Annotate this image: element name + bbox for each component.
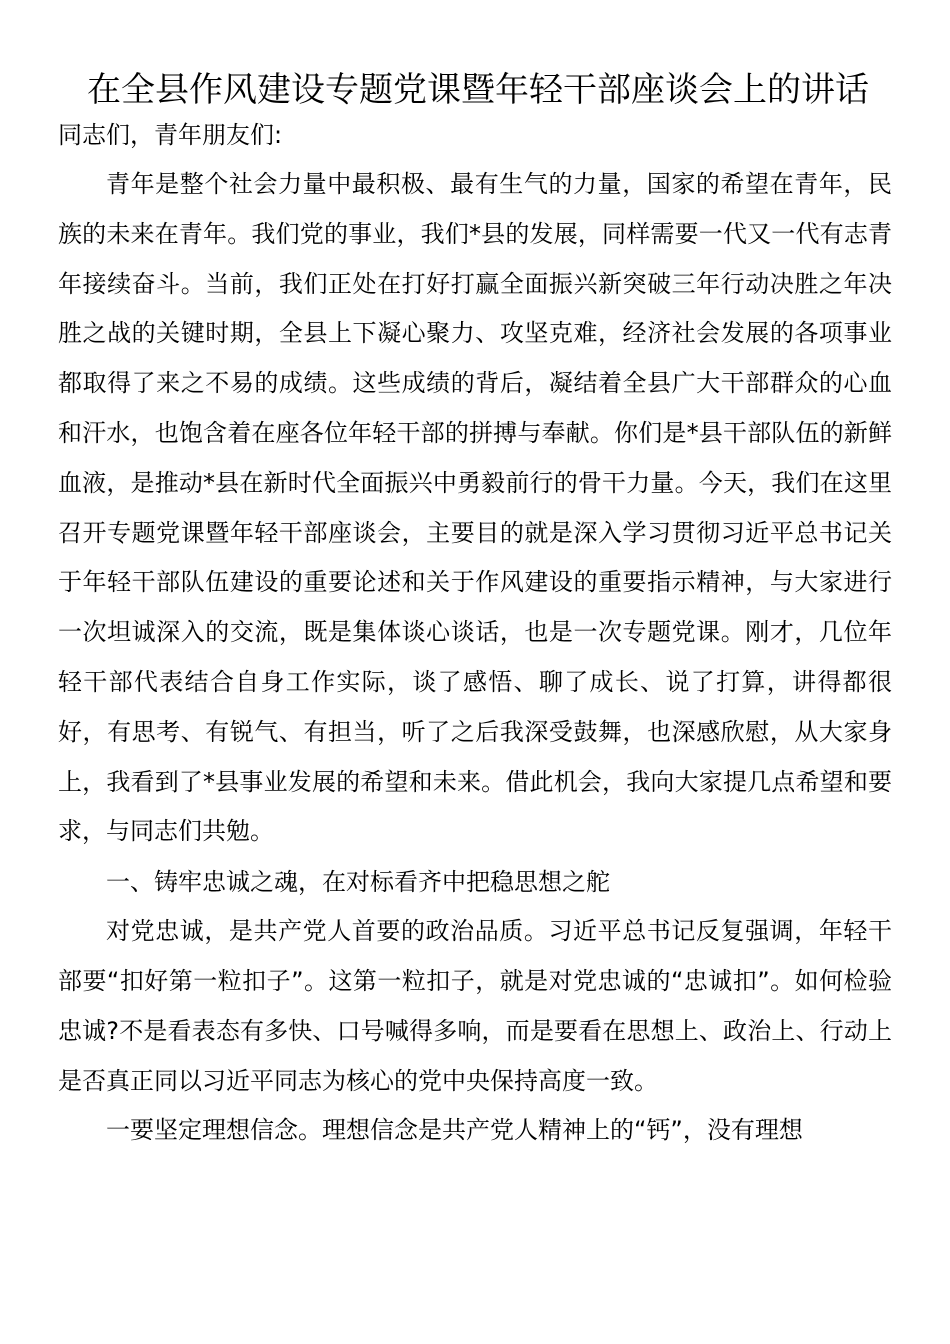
document-title: 在全县作风建设专题党课暨年轻干部座谈会上的讲话 [87, 70, 869, 110]
salutation: 同志们，青年朋友们: [58, 121, 283, 149]
intro-paragraph: 青年是整个社会力量中最积极、最有生气的力量，国家的希望在青年，民族的未来在青年。我们党的事业，我们*县的发展，同样需要一代又一代有志青年接续奋斗。当前，我们正处在打好打赢全面振兴新突破三年行动决胜之年决胜之战的关键时期，全县上下凝心聚力、攻坚克难，经济社会发展的各项事业都取得了来之不易的成绩。这些成绩的背后，凝结着全县广大干部群众的心血和汗水，也饱含着在座各位年轻干部的拼搏与奉献。你们是*县干部队伍的新鲜血液，是推动*县在新时代全面振兴中勇毅前行的骨干力量。今天，我们在这里召开专题党课暨年轻干部座谈会，主要目的就是深入学习贯彻习近平总书记关于年轻干部队伍建设的重要论述和关于作风建设的重要指示精神，与大家进行一次坦诚深入的交流，既是集体谈心谈话，也是一次专题党课。刚才，几位年轻干部代表结合自身工作实际，谈了感悟、聊了成长、说了打算，讲得都很好，有思考、有锐气、有担当，听了之后我深受鼓舞，也深感欣慰，从大家身上，我看到了*县事业发展的希望和未来。借此机会，我向大家提几点希望和要求，与同志们共勉。 [58, 170, 892, 846]
section-paragraph-2: 一要坚定理想信念。理想信念是共产党人精神上的“钙”，没有理想 [106, 1116, 803, 1145]
document-page [58, 64, 892, 1156]
section-heading-1: 一、铸牢忠诚之魂，在对标看齐中把稳思想之舵 [106, 868, 610, 897]
section-paragraph-1: 对党忠诚，是共产党人首要的政治品质。习近平总书记反复强调，年轻干部要“扣好第一粒扣子”。这第一粒扣子，就是对党忠诚的“忠诚扣”。如何检验忠诚?不是看表态有多快、口号喊得多响，而是要看在思想上、政治上、行动上是否真正同以习近平同志为核心的党中央保持高度一致。 [58, 917, 892, 1095]
